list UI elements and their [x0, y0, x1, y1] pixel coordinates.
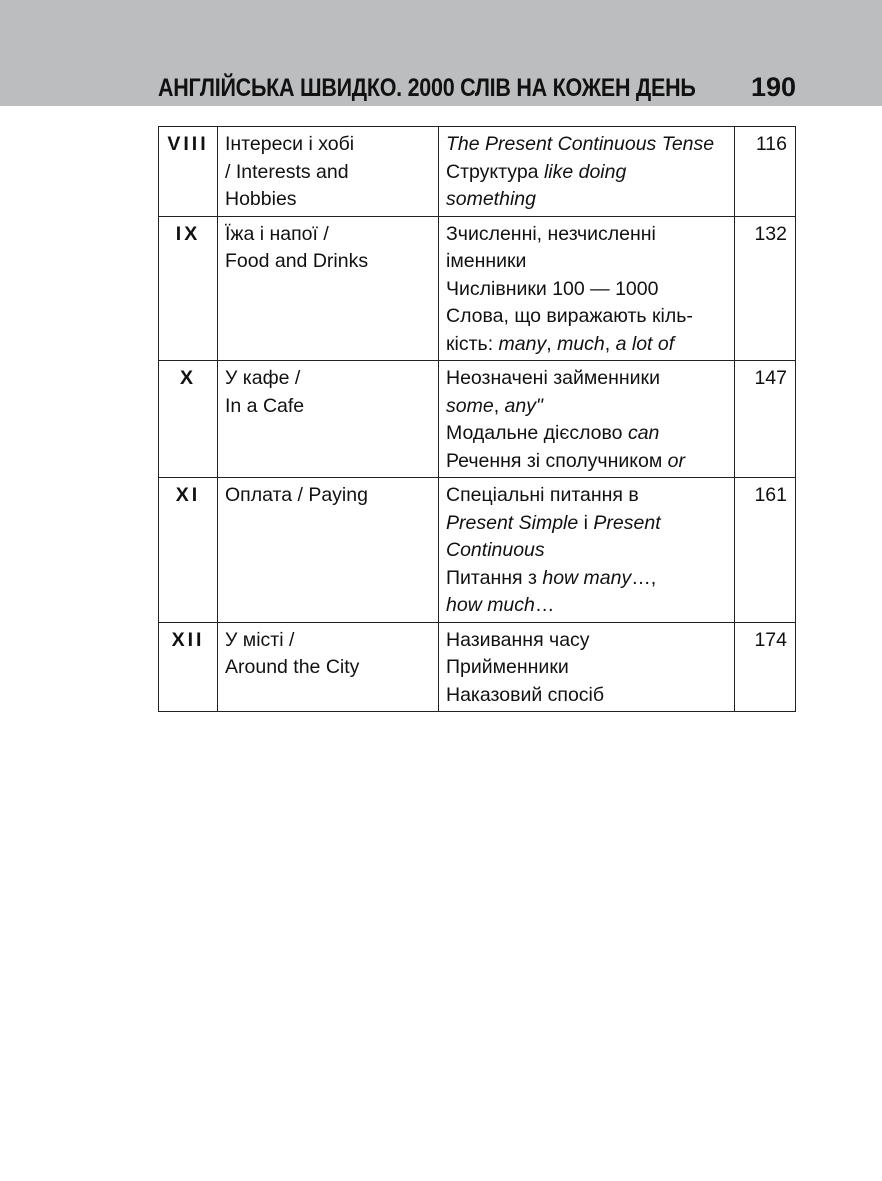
topic-line	[446, 186, 727, 214]
grammar-topics	[439, 361, 735, 478]
topic-text: Модальне дієслово	[446, 422, 628, 444]
theme-line: Around the City	[225, 656, 360, 678]
topic-text: Present	[593, 511, 661, 534]
topic-text: ,	[493, 394, 505, 417]
theme-line: / Interests and	[225, 160, 349, 183]
topic-text: or	[667, 449, 685, 472]
topic-text: Неозначені займенники	[446, 367, 660, 389]
topic-line	[446, 365, 727, 393]
topic-text: Наказовий спосіб	[446, 683, 605, 706]
unit-number: IX	[159, 216, 218, 361]
topic-line	[446, 131, 727, 159]
grammar-topics	[439, 478, 735, 623]
book-title: АНГЛІЙСЬКА ШВИДКО. 2000 СЛІВ НА КОЖЕН ДЕНЬ	[158, 74, 696, 102]
topic-text: …,	[631, 566, 657, 589]
unit-theme	[218, 361, 439, 478]
topic-text: Називання часу	[446, 628, 590, 651]
theme-line: Інтереси і хобі	[225, 133, 355, 155]
topic-line	[446, 303, 727, 331]
grammar-topics	[439, 216, 735, 361]
theme-line: Їжа і напої /	[225, 222, 329, 245]
unit-page: 174	[735, 622, 796, 712]
topic-text: any"	[504, 394, 543, 417]
topic-line	[446, 159, 727, 187]
topic-text: a lot of	[615, 332, 675, 355]
theme-line: Food and Drinks	[225, 250, 369, 272]
topic-text: Речення зі сполучником	[446, 449, 668, 472]
topic-text: і	[578, 511, 594, 534]
topic-text: something	[446, 188, 536, 210]
topic-text: Спеціальні питання в	[446, 484, 639, 506]
topic-text: some	[446, 394, 494, 417]
topic-text: like doing	[543, 160, 627, 183]
theme-line: In a Cafe	[225, 394, 305, 417]
topic-line	[446, 393, 727, 421]
theme-line: Hobbies	[225, 188, 297, 210]
grammar-topics	[439, 622, 735, 712]
topic-line	[446, 627, 727, 655]
topic-text: ,	[604, 332, 616, 355]
topic-line	[446, 510, 727, 538]
page-number: 190	[750, 72, 796, 102]
topic-text: Питання з	[446, 566, 543, 589]
topic-line	[446, 592, 727, 620]
table-row	[159, 216, 796, 361]
topic-line	[446, 682, 727, 710]
theme-line: Оплата / Paying	[225, 484, 368, 506]
topic-line	[446, 248, 727, 276]
topic-text: how much	[446, 594, 535, 616]
topic-line	[446, 420, 727, 448]
topic-text: Зчисленні, незчисленні	[446, 222, 656, 245]
unit-page: 132	[735, 216, 796, 361]
topic-line	[446, 221, 727, 249]
contents-table	[158, 126, 796, 712]
unit-number: XII	[159, 622, 218, 712]
table-row	[159, 127, 796, 217]
table-row	[159, 478, 796, 623]
unit-number: XI	[159, 478, 218, 623]
topic-text: кість:	[446, 332, 499, 355]
unit-theme	[218, 478, 439, 623]
topic-text: many	[498, 332, 547, 355]
topic-line	[446, 482, 727, 510]
unit-page: 161	[735, 478, 796, 623]
table-row	[159, 622, 796, 712]
table-row	[159, 361, 796, 478]
topic-text: Слова, що виражають кіль-	[446, 305, 693, 327]
topic-text: …	[534, 594, 555, 616]
unit-theme	[218, 127, 439, 217]
unit-theme	[218, 622, 439, 712]
topic-text: Прийменники	[446, 656, 569, 678]
unit-number: VIII	[159, 127, 218, 217]
topic-text: The Present Continuous Tense	[446, 133, 715, 155]
topic-text: ,	[546, 332, 558, 355]
topic-text: much	[557, 332, 605, 355]
theme-line: У місті /	[225, 628, 295, 651]
grammar-topics	[439, 127, 735, 217]
topic-text: can	[627, 422, 660, 444]
topic-line	[446, 537, 727, 565]
topic-line	[446, 565, 727, 593]
topic-text: Present Simple	[446, 511, 579, 534]
unit-number: X	[159, 361, 218, 478]
theme-line: У кафе /	[225, 367, 301, 389]
topic-text: Continuous	[446, 539, 545, 561]
unit-page: 116	[735, 127, 796, 217]
topic-text: Структура	[446, 160, 544, 183]
topic-line	[446, 276, 727, 304]
topic-text: іменники	[446, 250, 527, 272]
unit-page: 147	[735, 361, 796, 478]
topic-line	[446, 654, 727, 682]
unit-theme	[218, 216, 439, 361]
topic-line	[446, 448, 727, 476]
topic-line	[446, 331, 727, 359]
topic-text: how many	[542, 566, 632, 589]
topic-text: Числівники 100 — 1000	[446, 277, 659, 300]
